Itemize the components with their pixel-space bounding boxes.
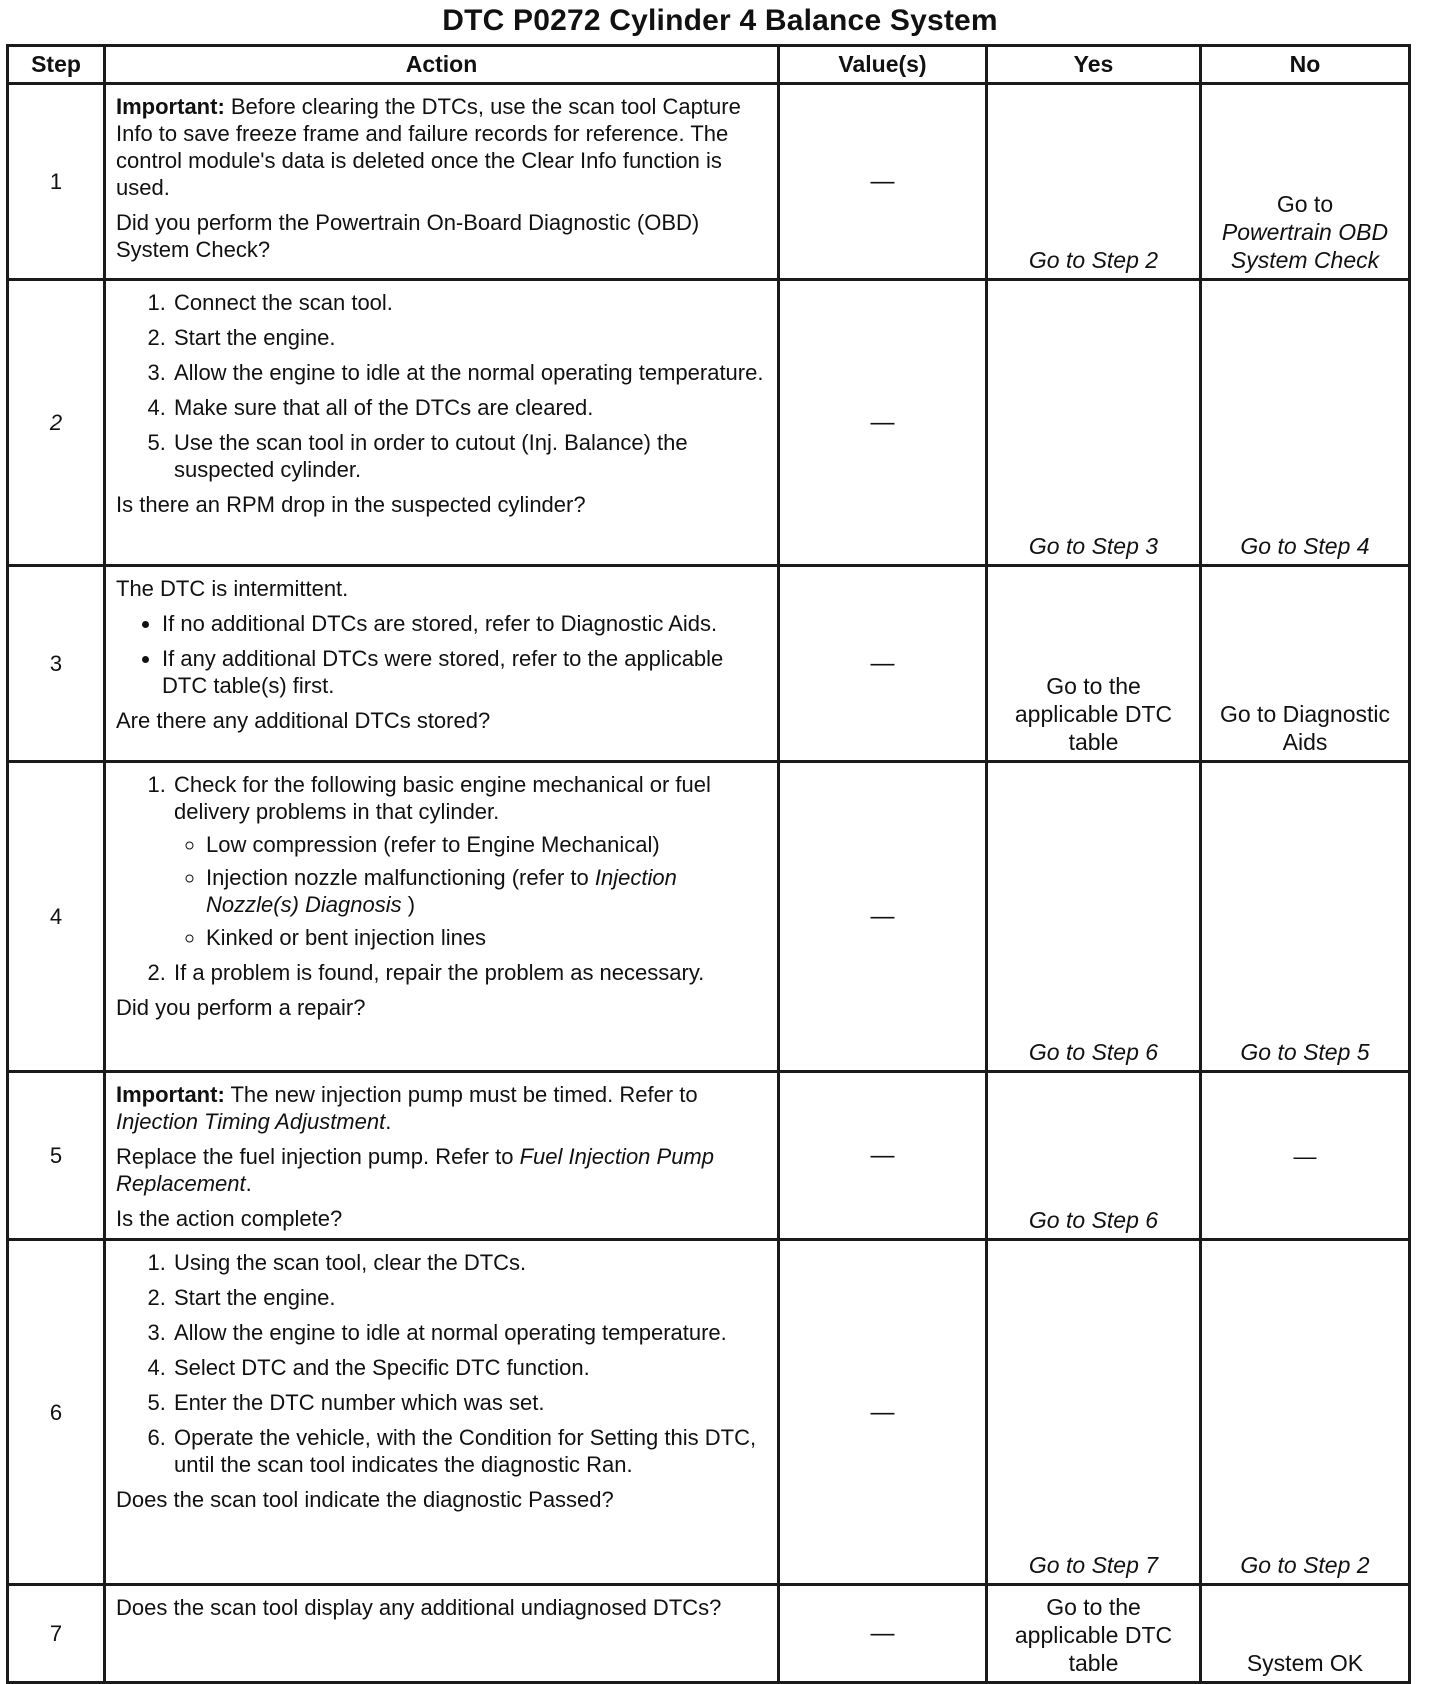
action-step-item: 4. Select DTC and the Specific DTC function. — [172, 1354, 769, 1381]
yes-cell[interactable]: Go to the applicable DTC table — [987, 566, 1201, 762]
important-text: Before clearing the DTCs, use the scan tool Capture Info to save freeze frame and failure records for reference. The control module's data is deleted once the Clear Info function is used. — [116, 94, 741, 200]
no-cell: — — [1201, 1072, 1410, 1240]
action-steps-list — [116, 1249, 769, 1478]
important-text: The new injection pump must be timed. Refer to — [224, 1082, 698, 1107]
sub-item-prefix: Injection nozzle malfunctioning (refer to — [206, 865, 595, 890]
action-step-item: 2. Start the engine. — [172, 324, 769, 351]
action-sub-item: ◦ Kinked or bent injection lines — [206, 924, 769, 951]
step-number: 7 — [8, 1585, 105, 1683]
no-cell — [1201, 280, 1410, 566]
table-row — [8, 1585, 1410, 1683]
action-steps-list — [116, 771, 769, 986]
action-step-item: 1. Using the scan tool, clear the DTCs. — [172, 1249, 769, 1276]
action-question: Does the scan tool display any additional undiagnosed DTCs? — [116, 1595, 722, 1620]
yes-cell — [987, 762, 1201, 1072]
important-label: Important: — [116, 94, 225, 119]
action-step-item: 6. Operate the vehicle, with the Condition for Setting this DTC, until the scan tool indicates the diagnostic Ran. — [172, 1424, 769, 1478]
action-step-item: 3. Allow the engine to idle at normal operating temperature. — [172, 1319, 769, 1346]
step-number: 4 — [8, 762, 105, 1072]
injection-timing-link[interactable]: Injection Timing Adjustment — [116, 1109, 386, 1134]
header-step: Step — [8, 46, 105, 84]
header-yes: Yes — [987, 46, 1201, 84]
action-step-item — [172, 771, 769, 951]
action-cell — [105, 1585, 779, 1683]
yes-cell — [987, 1072, 1201, 1240]
value-cell: — — [779, 762, 987, 1072]
value-cell: — — [779, 280, 987, 566]
replace-text: Replace the fuel injection pump. Refer to — [116, 1144, 520, 1169]
action-step-item: 5. Enter the DTC number which was set. — [172, 1389, 769, 1416]
action-cell — [105, 84, 779, 280]
header-values: Value(s) — [779, 46, 987, 84]
value-cell: — — [779, 566, 987, 762]
no-link[interactable]: Go to Step 2 — [1240, 1552, 1370, 1578]
action-question: Is the action complete? — [116, 1206, 343, 1231]
important-label: Important: — [116, 1082, 225, 1107]
yes-cell — [987, 84, 1201, 280]
injection-nozzle-link[interactable]: Injection Nozzle(s) Diagnosis — [206, 865, 677, 917]
step-number: 2 — [8, 280, 105, 566]
replace-instruction — [116, 1143, 769, 1197]
important-note — [116, 1081, 769, 1135]
step-number: 5 — [8, 1072, 105, 1240]
action-step-item: 2. If a problem is found, repair the problem as necessary. — [172, 959, 769, 986]
yes-link[interactable]: Go to Step 3 — [1028, 533, 1159, 559]
action-sub-item — [206, 864, 769, 918]
no-cell[interactable]: Go to Diagnostic Aids — [1201, 566, 1410, 762]
replace-end: . — [245, 1171, 252, 1196]
action-bullet-item: • If no additional DTCs are stored, refer to Diagnostic Aids. — [162, 610, 769, 637]
action-steps-list — [116, 289, 769, 483]
important-end: . — [385, 1109, 392, 1134]
action-step-item: 1. Connect the scan tool. — [172, 289, 769, 316]
table-row — [8, 762, 1410, 1072]
no-link[interactable]: Powertrain OBD System Check — [1221, 219, 1389, 273]
table-row — [8, 1072, 1410, 1240]
action-bullet-item: • If any additional DTCs were stored, refer to the applicable DTC table(s) first. — [162, 645, 769, 699]
action-step-item: 2. Start the engine. — [172, 1284, 769, 1311]
action-question: Does the scan tool indicate the diagnostic Passed? — [116, 1487, 614, 1512]
action-sub-item: ◦ Low compression (refer to Engine Mechanical) — [206, 831, 769, 858]
diagnostic-table — [6, 44, 1411, 1684]
header-action: Action — [105, 46, 779, 84]
action-cell — [105, 280, 779, 566]
yes-cell — [987, 1240, 1201, 1585]
table-row — [8, 1240, 1410, 1585]
no-cell — [1201, 762, 1410, 1072]
action-cell — [105, 1072, 779, 1240]
action-step-item: 5. Use the scan tool in order to cutout (Inj. Balance) the suspected cylinder. — [172, 429, 769, 483]
value-cell: — — [779, 1072, 987, 1240]
no-link[interactable]: Go to Step 4 — [1240, 533, 1370, 559]
no-cell — [1201, 84, 1410, 280]
action-question: Is there an RPM drop in the suspected cylinder? — [116, 492, 586, 517]
page-title: DTC P0272 Cylinder 4 Balance System — [442, 4, 998, 37]
table-header-row — [8, 46, 1410, 84]
important-note — [116, 93, 769, 201]
yes-link[interactable]: Go to Step 2 — [1028, 247, 1159, 273]
action-cell — [105, 762, 779, 1072]
yes-link[interactable]: Go to Step 6 — [1028, 1207, 1159, 1233]
action-cell — [105, 1240, 779, 1585]
step-number: 1 — [8, 84, 105, 280]
action-sub-list — [174, 831, 769, 951]
value-cell: — — [779, 1240, 987, 1585]
action-question: Did you perform a repair? — [116, 995, 366, 1020]
table-row — [8, 566, 1410, 762]
action-cell — [105, 566, 779, 762]
header-no: No — [1201, 46, 1410, 84]
value-cell: — — [779, 84, 987, 280]
table-row — [8, 280, 1410, 566]
yes-cell[interactable]: Go to the applicable DTC table — [987, 1585, 1201, 1683]
no-cell: System OK — [1201, 1585, 1410, 1683]
no-prefix: Go to — [1276, 191, 1334, 217]
yes-link[interactable]: Go to Step 7 — [1028, 1552, 1159, 1578]
no-cell — [1201, 1240, 1410, 1585]
sub-item-suffix: ) — [401, 892, 416, 917]
value-cell: — — [779, 1585, 987, 1683]
action-step-item: 3. Allow the engine to idle at the normal operating temperature. — [172, 359, 769, 386]
action-intro: The DTC is intermittent. — [116, 576, 349, 601]
no-link[interactable]: Go to Step 5 — [1240, 1039, 1370, 1065]
action-question: Did you perform the Powertrain On-Board Diagnostic (OBD) System Check? — [116, 210, 700, 262]
action-bullet-list — [116, 610, 769, 699]
yes-cell — [987, 280, 1201, 566]
action-question: Are there any additional DTCs stored? — [116, 708, 491, 733]
action-step-text: Check for the following basic engine mechanical or fuel delivery problems in that cylinder. — [174, 772, 711, 824]
pump-replacement-link[interactable]: Fuel Injection Pump Replacement — [116, 1144, 714, 1196]
table-row — [8, 84, 1410, 280]
step-number: 6 — [8, 1240, 105, 1585]
action-step-item: 4. Make sure that all of the DTCs are cleared. — [172, 394, 769, 421]
yes-link[interactable]: Go to Step 6 — [1028, 1039, 1159, 1065]
step-number: 3 — [8, 566, 105, 762]
